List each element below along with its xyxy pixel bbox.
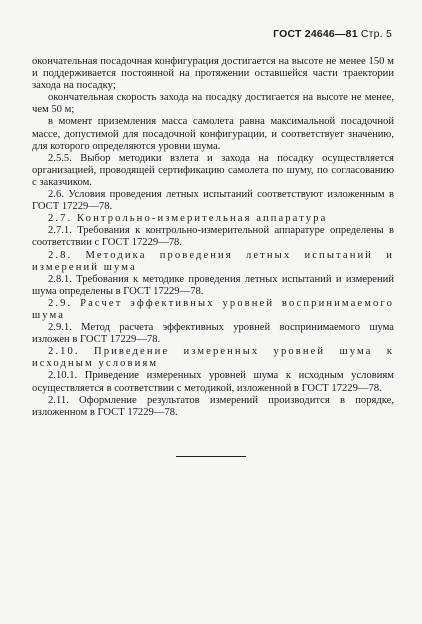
standard-number: ГОСТ 24646—81 xyxy=(273,28,358,40)
paragraph: 2.7.1. Требования к контрольно-измерительной аппаратуре определены в соответствии с ГОСТ 17229—78. xyxy=(32,225,394,249)
paragraph: 2.5.5. Выбор методики взлета и захода на посадку осуществляется организацией, проводящей сертификацию самолета по шуму, по согласованию с заказчиком. xyxy=(32,152,394,188)
paragraph: окончательная скорость захода на посадку достигается на высоте не менее, чем 50 м; xyxy=(32,92,394,116)
document-body xyxy=(32,56,394,419)
section-heading: 2.9. Расчет эффективных уровней воспринимаемого шума xyxy=(32,297,394,321)
paragraph: окончательная посадочная конфигурация достигается на высоте не менее 150 м и поддерживается постоянной на протяжении оставшейся части траектории захода на посадку; xyxy=(32,56,394,92)
paragraph: в момент приземления масса самолета равна максимальной посадочной массе, допустимой для посадочной конфигурации, и соответствует значению, для которого определяются уровни шума. xyxy=(32,116,394,152)
paragraph: 2.9.1. Метод расчета эффективных уровней воспринимаемого шума изложен в ГОСТ 17229—78. xyxy=(32,322,394,346)
end-rule xyxy=(176,456,246,457)
paragraph: 2.8.1. Требования к методике проведения летных испытаний и измерений шума определены в ГОСТ 17229—78. xyxy=(32,273,394,297)
paragraph: 2.11. Оформление результатов измерений производится в порядке, изложенном в ГОСТ 17229—78. xyxy=(32,394,394,418)
page-number: Стр. 5 xyxy=(360,28,392,40)
section-heading: 2.8. Методика проведения летных испытаний и измерений шума xyxy=(32,249,394,273)
paragraph: 2.6. Условия проведения летных испытаний соответствуют изложенным в ГОСТ 17229—78. xyxy=(32,189,394,213)
section-heading: 2.10. Приведение измеренных уровней шума к исходным условиям xyxy=(32,346,394,370)
section-heading: 2.7. Контрольно-измерительная аппаратура xyxy=(48,213,328,225)
paragraph: 2.10.1. Приведение измеренных уровней шума к исходным условиям осуществляется в соответствии с методикой, изложенной в ГОСТ 17229—78. xyxy=(32,370,394,394)
page-header xyxy=(273,28,392,40)
